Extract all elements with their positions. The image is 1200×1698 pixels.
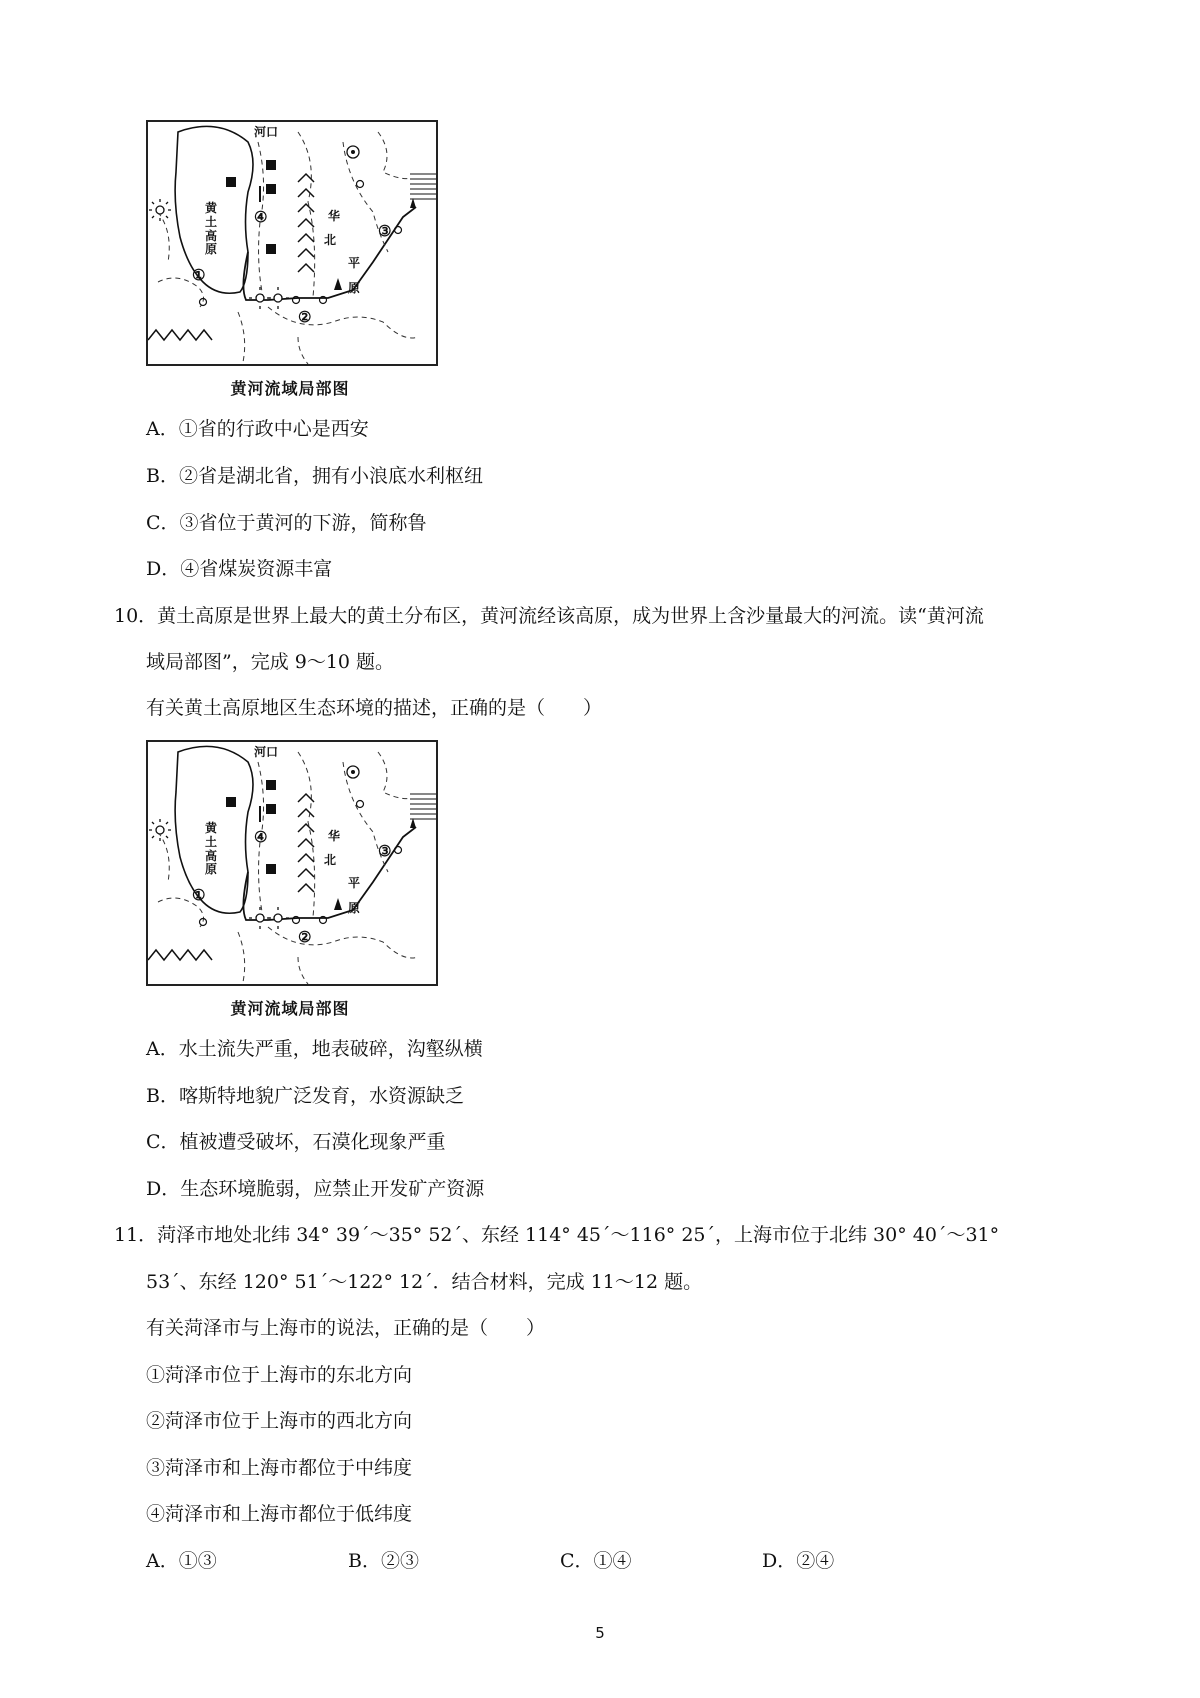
q11-stem-line2: 53´、东经 120° 51´～122° 12´．结合材料，完成 11～12 题。 — [146, 1271, 703, 1293]
q11-statement-3: ③菏泽市和上海市都位于中纬度 — [146, 1457, 413, 1479]
yellow-river-map — [146, 120, 438, 366]
label-hekou: 河口 — [254, 745, 279, 759]
label-hekou: 河口 — [254, 125, 279, 139]
label-province-3: ③ — [378, 842, 392, 860]
q10-stem-line1: 10．黄土高原是世界上最大的黄土分布区，黄河流经该高原，成为世界上含沙量最大的河流。读“黄河流 — [114, 605, 984, 627]
yellow-river-map-2 — [146, 740, 438, 986]
label-province-2: ② — [298, 928, 312, 946]
label-plain-hua: 华 — [328, 829, 341, 843]
label-province-3: ③ — [378, 222, 392, 240]
label-plain-yuan: 原 — [348, 901, 361, 915]
label-province-2: ② — [298, 308, 312, 326]
q10-option-a: A．水土流失严重，地表破碎，沟壑纵横 — [146, 1038, 483, 1060]
map-caption-2: 黄河流域局部图 — [230, 999, 350, 1018]
q11-choice-a: A．①③ — [146, 1550, 217, 1572]
q11-question: 有关菏泽市与上海市的说法，正确的是（ ） — [146, 1317, 546, 1339]
q9-option-a: A．①省的行政中心是西安 — [146, 418, 369, 440]
map-caption: 黄河流域局部图 — [230, 379, 350, 398]
q10-stem-line2: 域局部图”，完成 9～10 题。 — [146, 651, 395, 673]
q11-stem-line1: 11．菏泽市地处北纬 34° 39´～35° 52´、东经 114° 45´～116° 25´，上海市位于北纬 30° 40´～31° — [114, 1224, 1000, 1246]
label-plain-ping: 平 — [348, 256, 361, 270]
label-plain-bei: 北 — [324, 233, 337, 247]
q10-question: 有关黄土高原地区生态环境的描述，正确的是（ ） — [146, 697, 603, 719]
q11-statement-4: ④菏泽市和上海市都位于低纬度 — [146, 1503, 413, 1525]
label-plain-hua: 华 — [328, 209, 341, 223]
label-loess-plateau: 黄土高原 — [204, 821, 217, 877]
q9-option-d: D．④省煤炭资源丰富 — [146, 558, 333, 580]
label-province-1: ① — [192, 886, 206, 904]
label-province-4: ④ — [254, 208, 268, 226]
q9-option-b: B．②省是湖北省，拥有小浪底水利枢纽 — [146, 465, 483, 487]
map-drawing — [148, 122, 436, 364]
q11-choice-c: C．①④ — [560, 1550, 632, 1572]
q11-statement-1: ①菏泽市位于上海市的东北方向 — [146, 1364, 413, 1386]
map-drawing — [148, 742, 436, 984]
label-plain-ping: 平 — [348, 876, 361, 890]
q10-option-d: D．生态环境脆弱，应禁止开发矿产资源 — [146, 1178, 485, 1200]
page-number: 5 — [595, 1624, 605, 1642]
q11-choice-b: B．②③ — [348, 1550, 419, 1572]
label-province-4: ④ — [254, 828, 268, 846]
label-loess-plateau: 黄土高原 — [204, 201, 217, 257]
q9-option-c: C．③省位于黄河的下游，简称鲁 — [146, 512, 427, 534]
label-plain-bei: 北 — [324, 853, 337, 867]
q10-option-c: C．植被遭受破坏，石漠化现象严重 — [146, 1131, 446, 1153]
q10-option-b: B．喀斯特地貌广泛发育，水资源缺乏 — [146, 1085, 464, 1107]
q11-choice-d: D．②④ — [762, 1550, 835, 1572]
label-province-1: ① — [192, 266, 206, 284]
label-plain-yuan: 原 — [348, 281, 361, 295]
q11-statement-2: ②菏泽市位于上海市的西北方向 — [146, 1410, 413, 1432]
